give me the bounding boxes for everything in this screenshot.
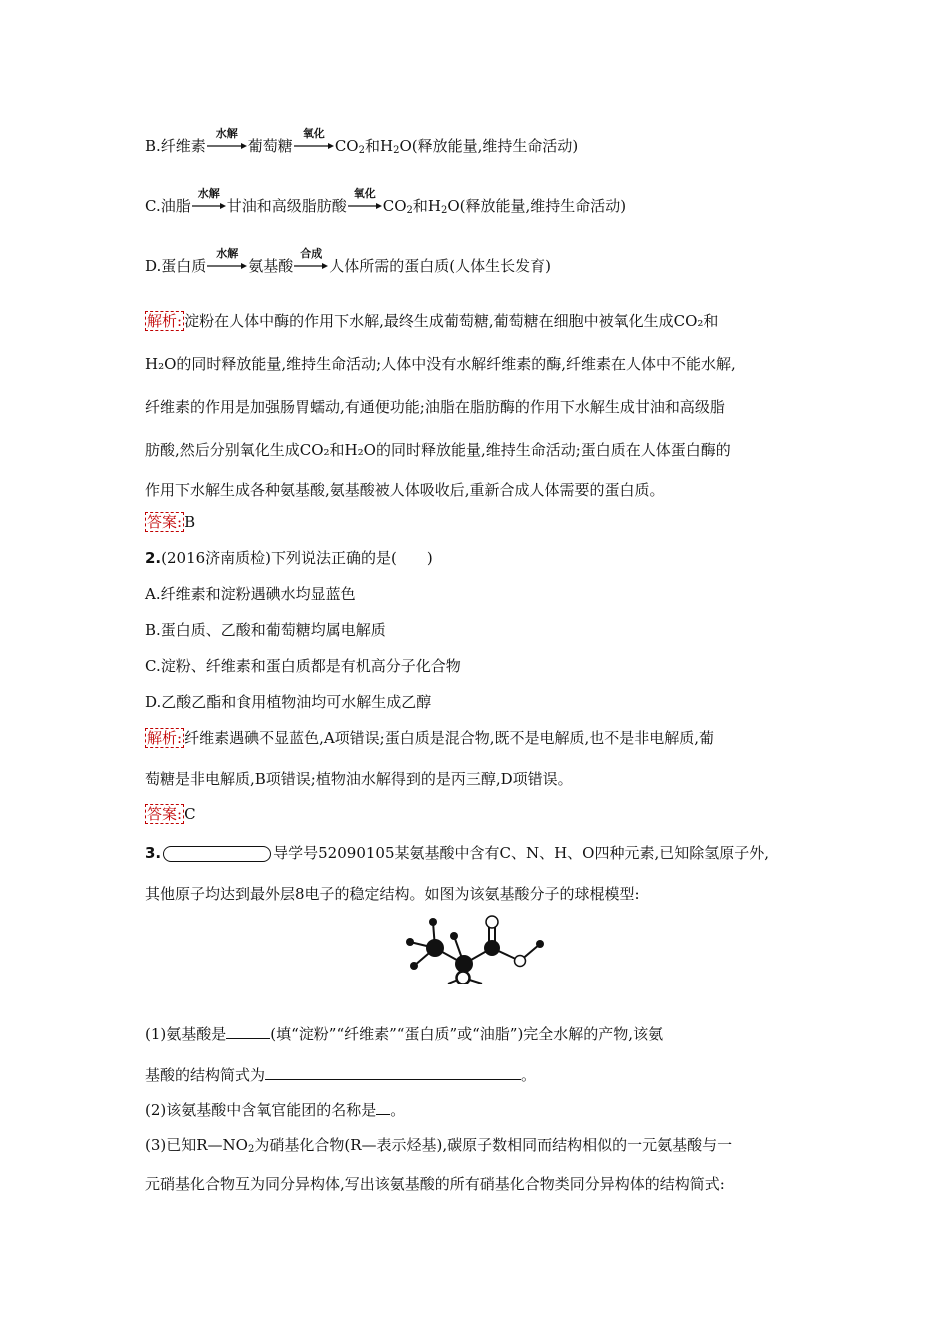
arrow-label: 氧化 [302,127,325,140]
question-stem: (2016济南质检)下列说法正确的是( ) [161,549,433,567]
arrow-label: 水解 [215,127,238,140]
q2-answer [145,804,196,824]
option-c-tail: O(释放能量,维持生命活动) [447,197,627,215]
option-c-prefix: C.油脂 [145,197,191,215]
part-text: 元硝基化合物互为同分异构体,写出该氨基酸的所有硝基化合物类同分异构体的结构简式: [145,1175,725,1193]
part-text: 为硝基化合物(R—表示烃基),碳原子数相同而结构相似的一元氨基酸与一 [254,1136,733,1154]
q2-option-a [145,584,356,604]
co2-text: CO [334,137,359,155]
analysis-text: 作用下水解生成各种氨基酸,氨基酸被人体吸收后,重新合成人体需要的蛋白质。 [145,481,665,499]
co2-text: CO [382,197,407,215]
analysis-text: 纤维素遇碘不显蓝色,A项错误;蛋白质是混合物,既不是电解质,也不是非电解质,葡 [184,729,715,747]
option-d-prefix: D.蛋白质 [145,257,207,275]
analysis-text: 肪酸,然后分别氧化生成CO₂和H₂O的同时释放能量,维持生命活动;蛋白质在人体蛋白酶的 [145,441,731,459]
q1-analysis-line-3 [145,397,725,417]
answer-value: C [184,805,196,823]
question-stem: 导学号52090105某氨基酸中含有C、N、H、O四种元素,已知除氢原子外, [273,844,770,862]
analysis-tag: 解析: [147,312,183,330]
q3-stem-line-1 [145,843,769,863]
q1-analysis-line-2 [145,354,736,374]
analysis-tag: 解析: [147,729,183,747]
part-text: 。 [390,1101,406,1119]
q1-analysis-line-1 [145,311,718,331]
molecule-model-image [400,912,550,984]
q3-part2 [145,1100,405,1120]
arrow-label: 水解 [197,187,220,200]
part-text: (1)氨基酸是 [145,1025,227,1043]
option-d-mid: 氨基酸 [248,257,294,275]
fill-blank[interactable] [226,1024,270,1039]
analysis-text: 萄糖是非电解质,B项错误;植物油水解得到的是丙三醇,D项错误。 [145,770,573,788]
q3-stem-line-2 [145,884,640,904]
part-text: 基酸的结构简式为 [145,1066,266,1084]
q2-stem [145,548,433,568]
analysis-text: 淀粉在人体中酶的作用下水解,最终生成葡萄糖,葡萄糖在细胞中被氧化生成CO₂和 [184,312,719,330]
q2-analysis-line-2 [145,769,573,789]
option-b: B.纤维素 水解 葡萄糖 氧化 $CO_2$和$H_2O$(释放能量,维持生命活动) [145,136,578,156]
guide-label-box [163,846,271,862]
question-stem: 其他原子均达到最外层8电子的稳定结构。如图为该氨基酸分子的球棍模型: [145,885,640,903]
reaction-arrow [294,247,328,271]
q3-part3-line-1: (3)已知$R—NO_2$为硝基化合物(R—表示烃基),碳原子数相同而结构相似的一元氨基酸与一 [145,1136,733,1155]
question-number: 3. [145,844,162,862]
q1-answer [145,512,195,532]
h2o-text: 和H [412,197,441,215]
q2-option-b [145,620,386,640]
fill-blank[interactable] [376,1100,390,1115]
reaction-arrow [207,247,247,271]
option-b-prefix: B.纤维素 [145,137,206,155]
q1-analysis-line-5 [145,480,665,500]
part-text: (填“淀粉”“纤维素”“蛋白质”或“油脂”)完全水解的产物,该氨 [270,1025,664,1043]
arrow-label: 氧化 [353,187,376,200]
answer-value: B [184,513,196,531]
h2o-text: 和H [364,137,394,155]
analysis-text: H₂O的同时释放能量,维持生命活动;人体中没有水解纤维素的酶,纤维素在人体中不能水解, [145,355,736,373]
part-text: (3)已知R—NO [145,1136,248,1154]
reaction-arrow [348,187,382,211]
answer-tag: 答案: [147,513,183,531]
arrow-label: 水解 [216,247,239,260]
arrow-label: 合成 [300,247,323,260]
reaction-arrow [192,187,226,211]
q3-part1-line-1 [145,1024,663,1044]
part-text: (2)该氨基酸中含氧官能团的名称是 [145,1101,377,1119]
q3-part1-line-2 [145,1065,536,1085]
part-text: 。 [521,1066,537,1084]
option-text: C.淀粉、纤维素和蛋白质都是有机高分子化合物 [145,657,461,675]
q3-part3-line-2 [145,1174,725,1194]
analysis-text: 纤维素的作用是加强肠胃蠕动,有通便功能;油脂在脂肪酶的作用下水解生成甘油和高级脂 [145,398,725,416]
option-d [145,247,551,276]
reaction-arrow [207,127,247,151]
option-c: C.油脂 水解 甘油和高级脂肪酸 氧化 $CO_2$和$H_2O$(释放能量,维持生命活动) [145,196,626,216]
option-b-tail: O(释放能量,维持生命活动) [399,137,579,155]
question-number: 2. [145,549,162,567]
q2-analysis-line-1 [145,728,714,748]
option-text: B.蛋白质、乙酸和葡萄糖均属电解质 [145,621,386,639]
option-c-mid: 甘油和高级脂肪酸 [226,197,347,215]
q2-option-d [145,692,431,712]
reaction-arrow [294,127,334,151]
option-text: D.乙酸乙酯和食用植物油均可水解生成乙醇 [145,693,432,711]
answer-tag: 答案: [147,805,183,823]
q1-analysis-line-4 [145,440,731,460]
fill-blank[interactable] [265,1065,521,1080]
option-d-tail: 人体所需的蛋白质(人体生长发育) [329,257,551,275]
q2-option-c [145,656,461,676]
option-b-mid: 葡萄糖 [247,137,293,155]
option-text: A.纤维素和淀粉遇碘水均显蓝色 [145,585,356,603]
